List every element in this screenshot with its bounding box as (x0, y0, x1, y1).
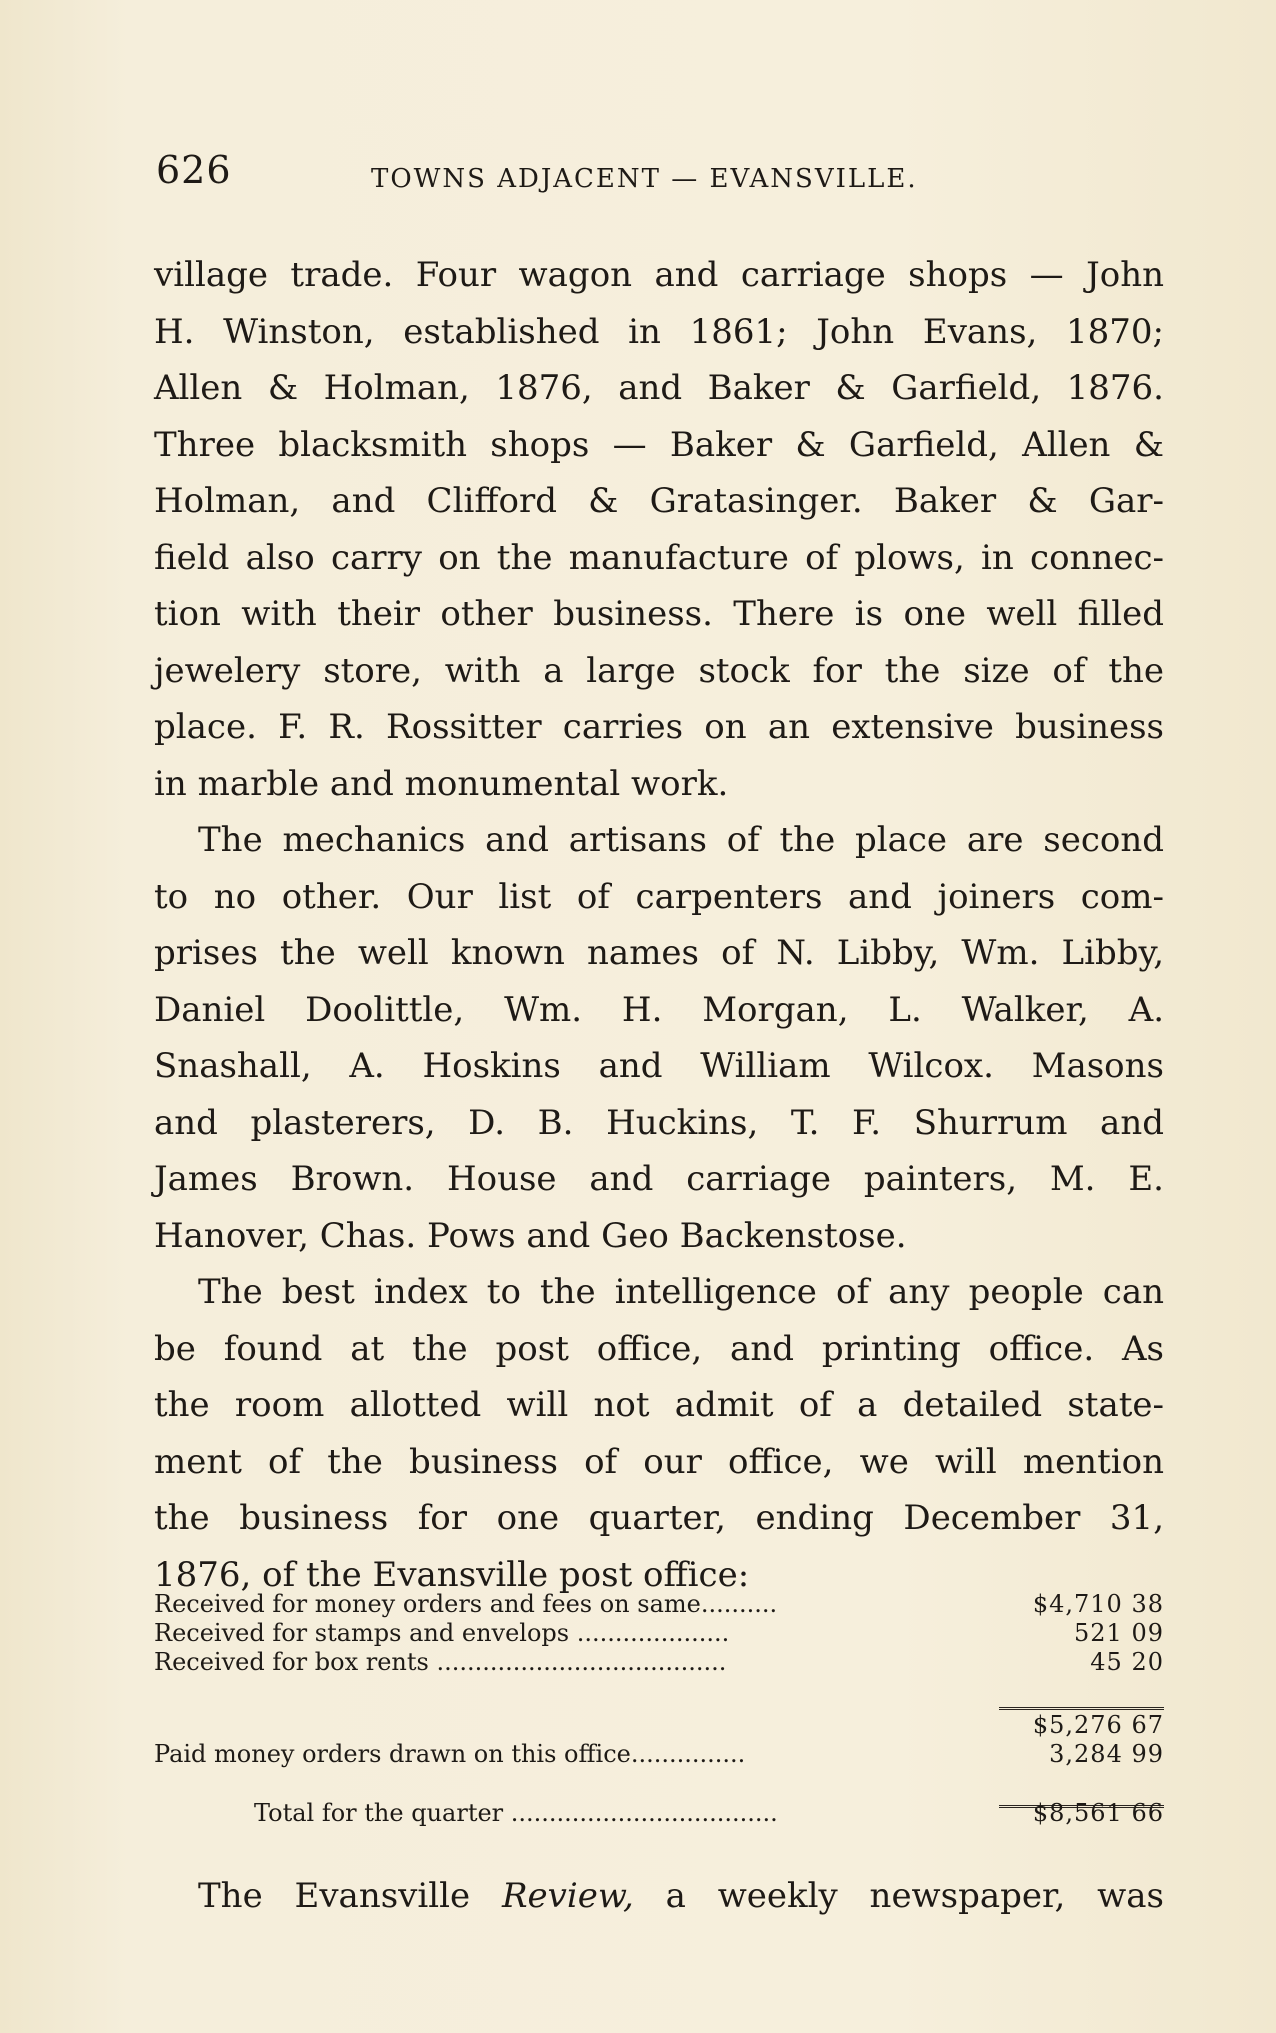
page-header (156, 148, 1166, 198)
text-line: field also carry on the manufacture of plows, in connec- (154, 537, 1164, 578)
closing-line (198, 1868, 1164, 1924)
ledger-amount: 45 20 (1090, 1648, 1164, 1676)
text-line: in marble and monumental work. (154, 763, 729, 804)
text-line: Daniel Doolittle, Wm. H. Morgan, L. Walker, A. (154, 989, 1164, 1030)
ledger-label: Received for stamps and envelops .................... (154, 1619, 730, 1647)
ledger-amount: 521 09 (1074, 1619, 1164, 1647)
ledger-row (154, 1590, 1164, 1619)
body-text (154, 247, 1164, 1603)
ledger-amount: 3,284 99 (1049, 1740, 1164, 1768)
text-line: Holman, and Clifford & Gratasinger. Baker & Gar- (154, 481, 1164, 521)
text-line: village trade. Four wagon and carriage shops — John (154, 255, 1164, 295)
ledger-subtotal: $5,276 67 (1032, 1711, 1164, 1739)
closing-italic-title: Review, (501, 1876, 634, 1916)
text-line: prises the well known names of N. Libby, Wm. Libby, (154, 933, 1164, 973)
text-line: James Brown. House and carriage painters, M. E. (154, 1159, 1164, 1199)
text-line: the room allotted will not admit of a detailed state- (154, 1385, 1164, 1425)
paragraph-2 (154, 812, 1164, 1264)
paragraph-3 (154, 1264, 1164, 1603)
ledger-row (154, 1740, 1164, 1769)
ledger-row (154, 1648, 1164, 1677)
text-line: Three blacksmith shops — Baker & Garfield, Allen & (154, 424, 1164, 465)
page-number: 626 (156, 148, 232, 192)
text-line: H. Winston, established in 1861; John Evans, 1870; (154, 311, 1164, 352)
text-line: tion with their other business. There is one well filled (154, 594, 1164, 634)
text-line: The best index to the intelligence of any people can (198, 1272, 1164, 1312)
text-line: ment of the business of our office, we will mention (154, 1441, 1164, 1482)
text-line: Snashall, A. Hoskins and William Wilcox. Masons (154, 1046, 1164, 1086)
closing-text-after: a weekly newspaper, was (633, 1876, 1165, 1916)
ledger-total-amount: $8,561 66 (1032, 1799, 1164, 1827)
ledger-row (154, 1619, 1164, 1648)
text-line: be found at the post office, and printing office. As (154, 1328, 1164, 1369)
text-line: place. F. R. Rossitter carries on an extensive business (154, 707, 1164, 747)
post-office-ledger (154, 1590, 1164, 1828)
text-line: The mechanics and artisans of the place are second (198, 820, 1164, 860)
text-line: Allen & Holman, 1876, and Baker & Garfield, 1876. (154, 368, 1164, 408)
ledger-subtotal-row (154, 1711, 1164, 1740)
text-line: to no other. Our list of carpenters and joiners com- (154, 876, 1164, 917)
text-line: jewelery store, with a large stock for the size of the (154, 650, 1164, 691)
text-line: the business for one quarter, ending December 31, (154, 1498, 1164, 1538)
ledger-label: Received for money orders and fees on same.......... (154, 1590, 778, 1618)
ledger-total-label: Total for the quarter ................................... (254, 1799, 778, 1827)
closing-text-before: The Evansville (198, 1876, 502, 1916)
ledger-amount: $4,710 38 (1032, 1590, 1164, 1618)
ledger-total-row (154, 1799, 1164, 1828)
paragraph-1 (154, 247, 1164, 812)
text-line: Hanover, Chas. Pows and Geo Backenstose. (154, 1215, 907, 1256)
ledger-label: Paid money orders drawn on this office............... (154, 1740, 746, 1768)
running-head: TOWNS ADJACENT — EVANSVILLE. (371, 164, 918, 194)
text-line: and plasterers, D. B. Huckins, T. F. Shurrum and (154, 1102, 1164, 1143)
text-line: 1876, of the Evansville post office: (154, 1554, 750, 1595)
subtotal-rule (999, 1707, 1164, 1710)
ledger-label: Received for box rents ...................................... (154, 1648, 727, 1676)
